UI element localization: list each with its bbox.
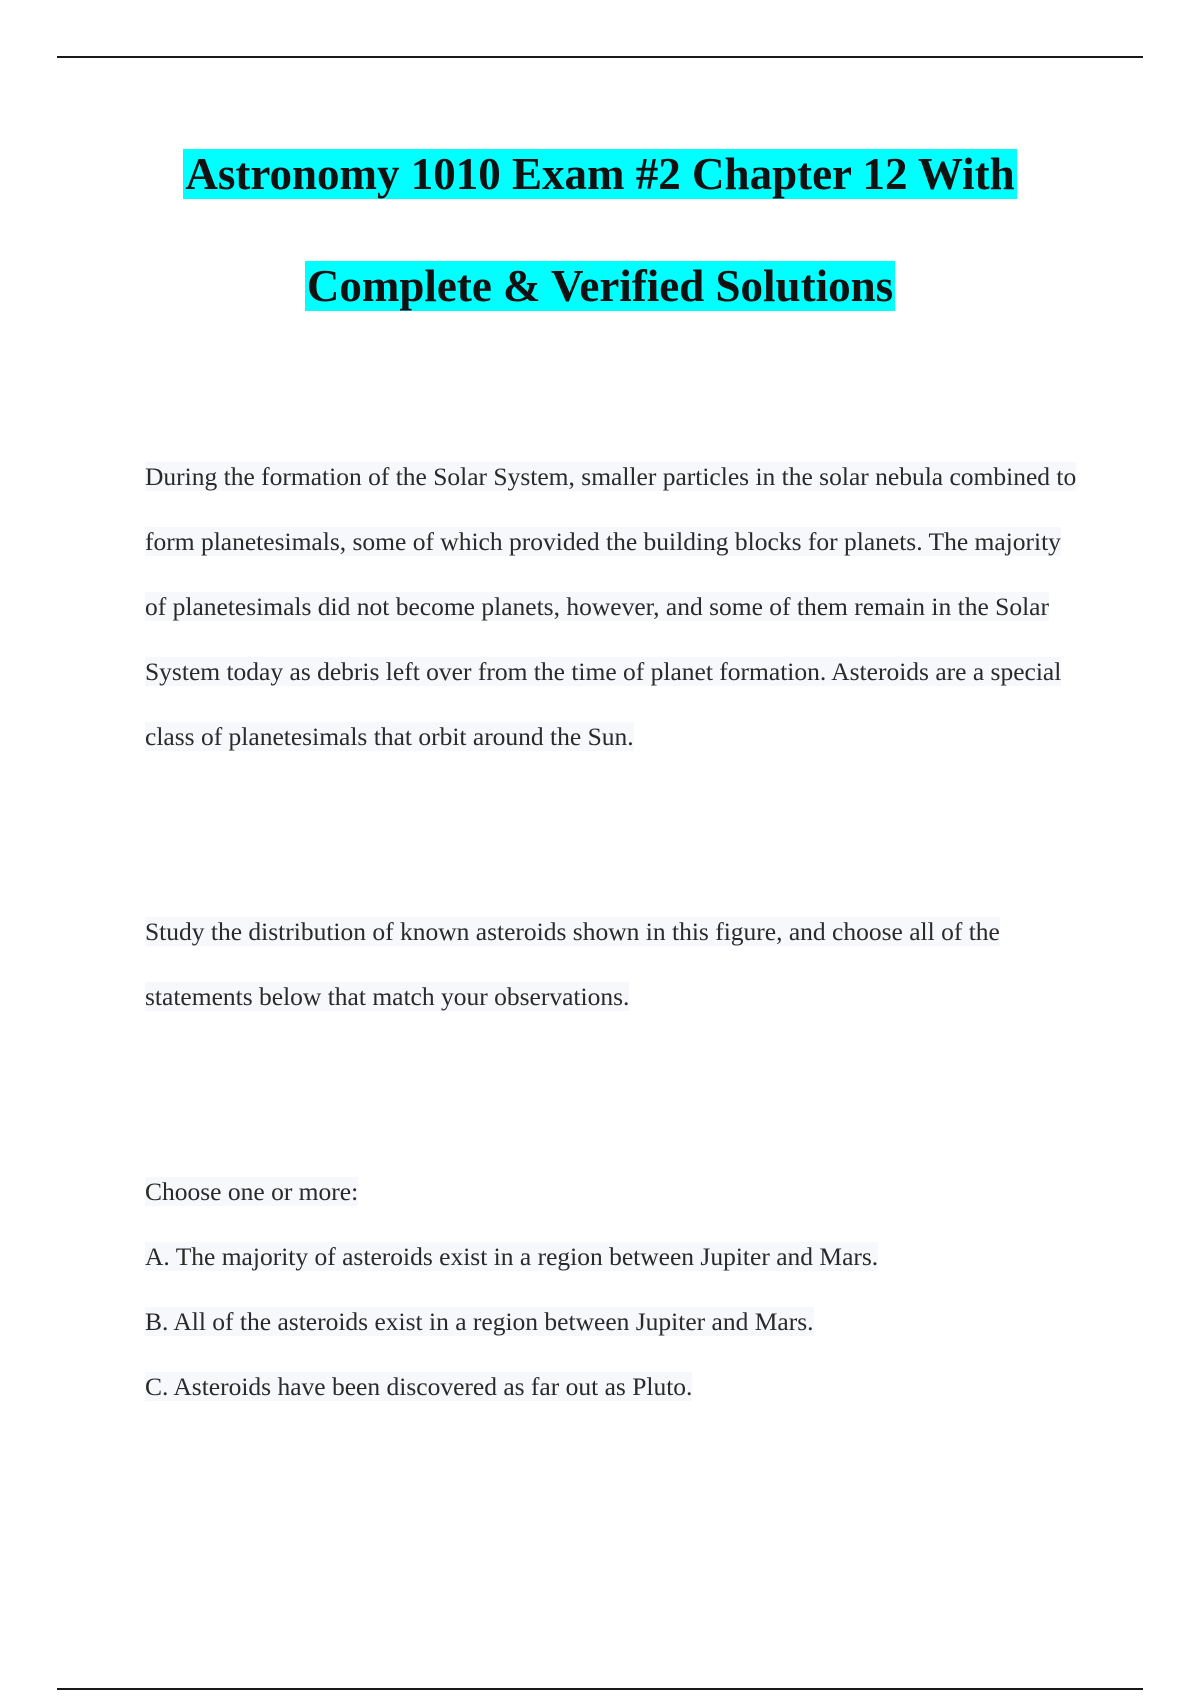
question-paragraph-text: Study the distribution of known asteroids shown in this figure, and choose all of the statements below that match your observations. [145, 917, 1000, 1011]
document-title-line-2 [0, 258, 1200, 314]
choose-label [145, 1172, 358, 1212]
option-a-text: A. The majority of asteroids exist in a region between Jupiter and Mars. [145, 1242, 879, 1271]
top-rule [57, 56, 1143, 58]
title-highlight: Complete & Verified Solutions [306, 261, 894, 311]
option-a [145, 1237, 878, 1277]
question-paragraph [145, 899, 1085, 1029]
intro-paragraph [145, 444, 1085, 769]
option-b-text: B. All of the asteroids exist in a region between Jupiter and Mars. [145, 1307, 814, 1336]
bottom-rule [57, 1688, 1143, 1690]
title-highlight: Astronomy 1010 Exam #2 Chapter 12 With [185, 149, 1015, 199]
intro-paragraph-text: During the formation of the Solar System, smaller particles in the solar nebula combined to form planetesimals, some of which provided the building blocks for planets. The majority of planetesimals did not become planets, however, and some of them remain in the Solar System today as debris left over from the time of planet formation. Asteroids are a special class of planetesimals that orbit around the Sun. [145, 462, 1077, 751]
document-title-line-1 [0, 146, 1200, 202]
option-c-text: C. Asteroids have been discovered as far out as Pluto. [145, 1372, 693, 1401]
choose-label-text: Choose one or more: [145, 1177, 359, 1206]
option-b [145, 1302, 814, 1342]
option-c [145, 1367, 692, 1407]
